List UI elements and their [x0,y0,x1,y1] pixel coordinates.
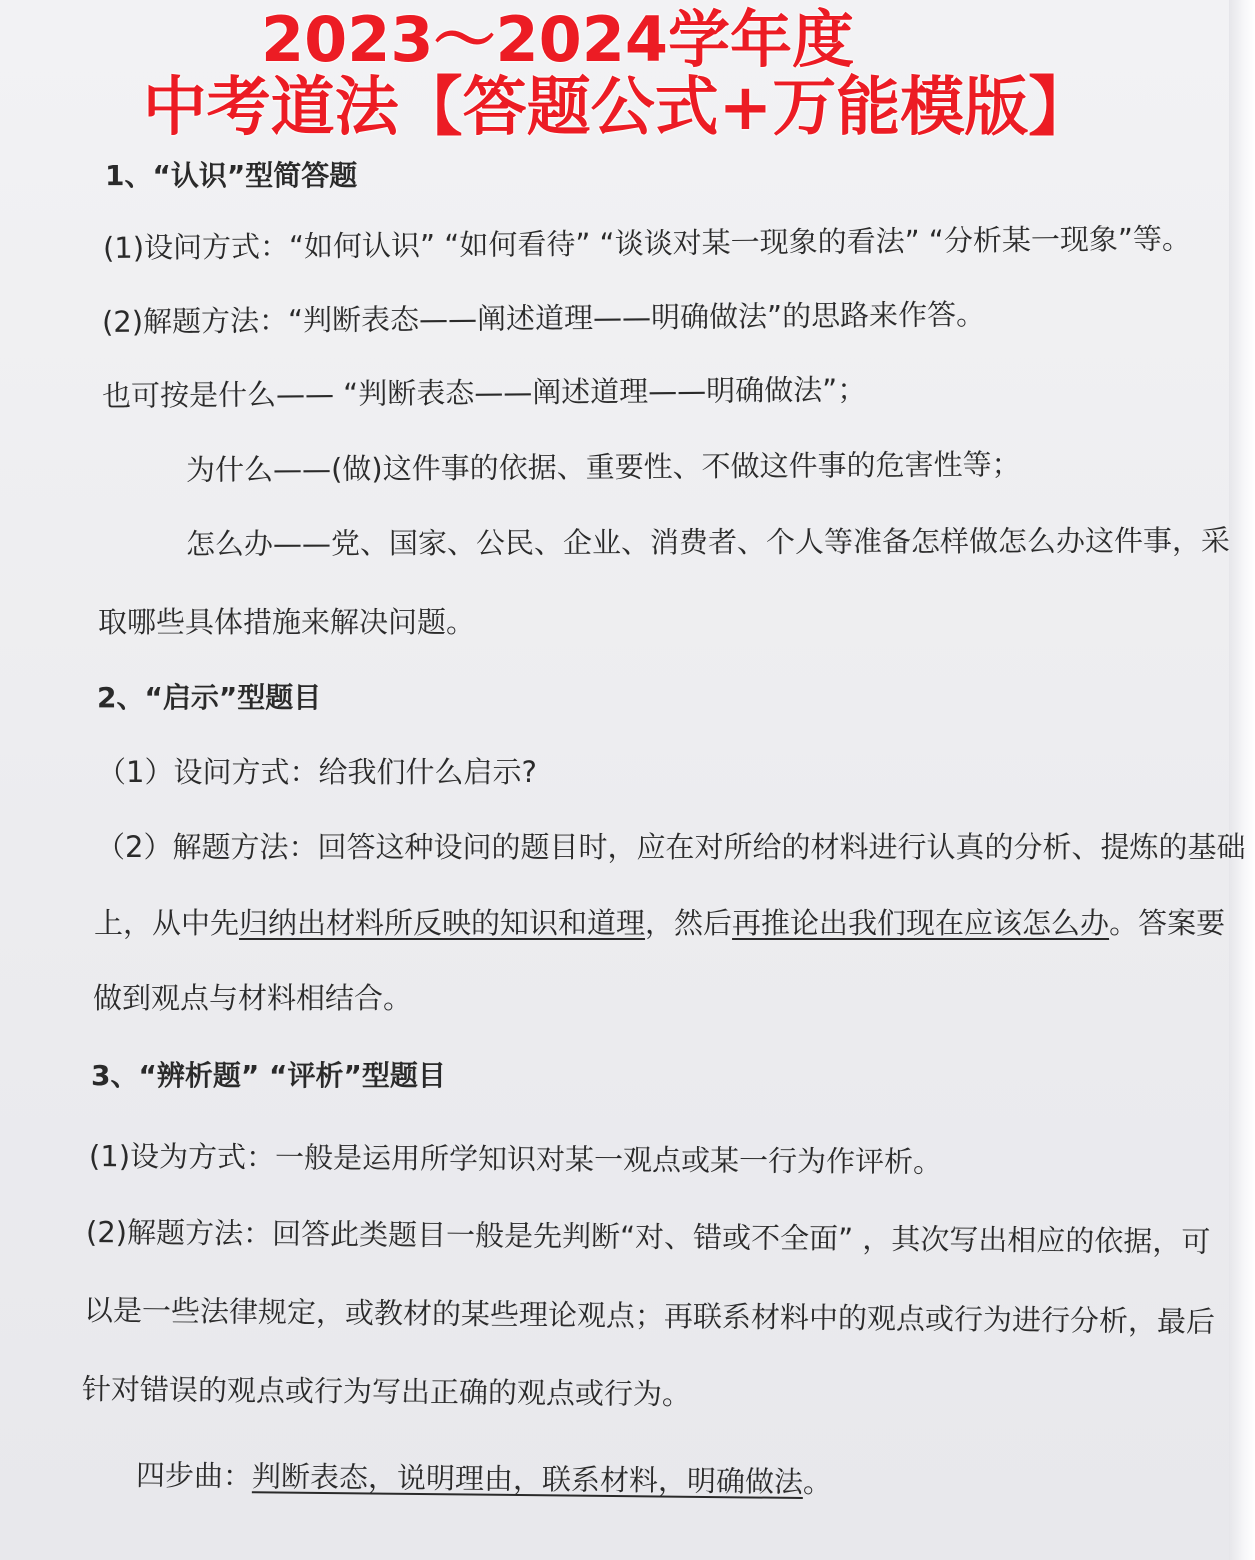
section3-method-cont: 以是一些法律规定，或教材的某些理论观点；再联系材料中的观点或行为进行分析，最后 [83,1293,1216,1339]
section1-method: (2)解题方法：“判断表态——阐述道理——明确做法”的思路来作答。 [101,297,986,339]
steps-end: 。 [802,1464,833,1500]
underlined-phrase: 归纳出材料所反映的知识和道理 [239,906,646,940]
section1-ask: (1)设问方式：“如何认识” “如何看待” “谈谈对某一现象的看法” “分析某一现象”等。 [102,221,1192,265]
section3-steps [136,1455,832,1502]
section3-method: (2)解题方法：回答此类题目一般是先判断“对、错或不全面” ，其次写出相应的依据，可 [85,1215,1211,1259]
steps-value: 判断表态，说明理由，联系材料，明确做法 [251,1459,804,1499]
section2-method-cont [94,903,1225,943]
text-segment: ，然后 [645,906,733,940]
section1-also: 也可按是什么—— “判断表态——阐述道理——明确做法”； [101,372,867,413]
steps-label: 四步曲： [135,1458,253,1494]
title-year: 2023～2024学年度 [260,3,855,76]
underlined-phrase: 再推论出我们现在应该怎么办 [732,906,1110,940]
paper-edge [1229,0,1255,1560]
section2-method-end: 做到观点与材料相结合。 [93,981,413,1015]
text-segment: 上，从中先 [94,906,240,940]
section1-how: 怎么办——党、国家、公民、企业、消费者、个人等准备怎样做怎么办这件事，采 [185,523,1231,561]
section3-heading: 3、“辨析题” “评析”型题目 [91,1059,446,1092]
title-main: 中考道法【答题公式+万能模版】 [142,71,1093,145]
section1-how-cont: 取哪些具体措施来解决问题。 [98,605,476,639]
section3-method-end: 针对错误的观点或行为写出正确的观点或行为。 [81,1372,692,1412]
section1-why: 为什么——(做)这件事的依据、重要性、不做这件事的危害性等； [185,447,1021,487]
section2-heading: 2、“启示”型题目 [97,681,322,714]
section2-method: （2）解题方法：回答这种设问的题目时，应在对所给的材料进行认真的分析、提炼的基础 [96,830,1246,864]
section1-heading: 1、“认识”型简答题 [105,159,358,192]
section2-ask: （1）设问方式：给我们什么启示? [97,755,537,789]
text-segment: 。答案要 [1109,906,1226,940]
section3-ask: (1)设为方式：一般是运用所学知识对某一观点或某一行为作评析。 [88,1139,943,1179]
